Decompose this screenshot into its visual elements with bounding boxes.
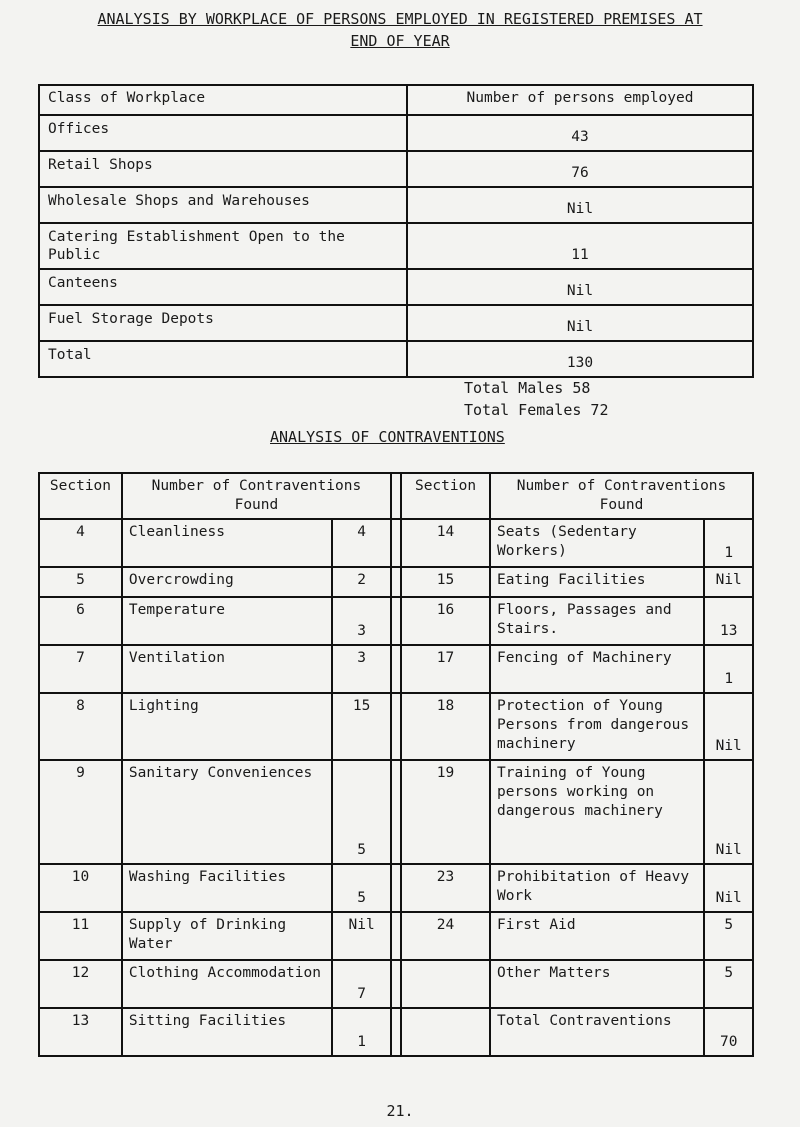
right-section-cell: 24: [401, 912, 490, 960]
table-row: [39, 187, 753, 223]
column-gap: [391, 912, 401, 960]
right-item-cell: Other Matters: [490, 960, 704, 1008]
page-title: ANALYSIS BY WORKPLACE OF PERSONS EMPLOYED IN REGISTERED PREMISES AT: [97, 10, 703, 28]
workplace-class-cell: Canteens: [39, 269, 407, 305]
left-section-cell: 4: [39, 519, 122, 567]
left-item-cell: Ventilation: [122, 645, 332, 693]
right-item-cell: Protection of Young Persons from dangerous machinery: [490, 693, 704, 760]
left-section-cell: 10: [39, 864, 122, 912]
table-row: [39, 223, 753, 269]
left-count-cell: 5: [332, 864, 391, 912]
right-item-cell: Floors, Passages and Stairs.: [490, 597, 704, 645]
workplace-count-cell: 130: [407, 341, 753, 377]
left-item-cell: Sanitary Conveniences: [122, 760, 332, 864]
left-count-cell: 15: [332, 693, 391, 760]
left-section-cell: 8: [39, 693, 122, 760]
left-section-cell: 12: [39, 960, 122, 1008]
table-row: [39, 1008, 753, 1056]
left-section-cell: 5: [39, 567, 122, 597]
contraventions-rows: [39, 519, 753, 1056]
workplace-class-cell: Retail Shops: [39, 151, 407, 187]
left-count-cell: 3: [332, 597, 391, 645]
workplace-class-cell: Wholesale Shops and Warehouses: [39, 187, 407, 223]
table-row: [39, 760, 753, 864]
left-section-cell: 9: [39, 760, 122, 864]
left-section-cell: 7: [39, 645, 122, 693]
workplace-header-row: [39, 85, 753, 115]
table-row: [39, 151, 753, 187]
right-section-cell: 14: [401, 519, 490, 567]
header-number-employed: Number of persons employed: [407, 85, 753, 115]
left-section-cell: 11: [39, 912, 122, 960]
workplace-count-cell: 11: [407, 223, 753, 269]
left-item-cell: Overcrowding: [122, 567, 332, 597]
page-subtitle: END OF YEAR: [350, 32, 450, 50]
right-section-cell: 23: [401, 864, 490, 912]
table-row: [39, 645, 753, 693]
left-item-cell: Washing Facilities: [122, 864, 332, 912]
total-females: Total Females 72: [464, 401, 609, 419]
table-row: [39, 864, 753, 912]
right-section-cell: 15: [401, 567, 490, 597]
header-section-left: Section: [39, 473, 122, 519]
table-row: [39, 269, 753, 305]
header-number-found-right: Number of Contraventions Found: [490, 473, 753, 519]
header-class-of-workplace: Class of Workplace: [39, 85, 407, 115]
right-item-cell: Total Contraventions: [490, 1008, 704, 1056]
header-section-right: Section: [401, 473, 490, 519]
contraventions-table: [38, 472, 754, 1057]
right-count-cell: 13: [704, 597, 753, 645]
workplace-count-cell: 76: [407, 151, 753, 187]
right-count-cell: Nil: [704, 693, 753, 760]
workplace-count-cell: Nil: [407, 305, 753, 341]
right-item-cell: First Aid: [490, 912, 704, 960]
table-row: [39, 912, 753, 960]
left-item-cell: Temperature: [122, 597, 332, 645]
left-item-cell: Clothing Accommodation: [122, 960, 332, 1008]
left-count-cell: Nil: [332, 912, 391, 960]
workplace-count-cell: Nil: [407, 269, 753, 305]
table-row: [39, 693, 753, 760]
right-count-cell: 70: [704, 1008, 753, 1056]
left-count-cell: 4: [332, 519, 391, 567]
header-number-found-left: Number of Contraventions Found: [122, 473, 391, 519]
column-gap: [391, 960, 401, 1008]
column-gap: [391, 760, 401, 864]
table-row: [39, 960, 753, 1008]
workplace-rows: [39, 115, 753, 377]
right-section-cell: 16: [401, 597, 490, 645]
right-count-cell: 1: [704, 645, 753, 693]
workplace-count-cell: 43: [407, 115, 753, 151]
right-count-cell: Nil: [704, 864, 753, 912]
workplace-class-cell: Catering Establishment Open to the Public: [39, 223, 407, 269]
column-gap: [391, 567, 401, 597]
contraventions-title: ANALYSIS OF CONTRAVENTIONS: [270, 428, 505, 446]
right-section-cell: [401, 960, 490, 1008]
workplace-class-cell: Offices: [39, 115, 407, 151]
right-count-cell: 5: [704, 912, 753, 960]
column-gap: [391, 864, 401, 912]
right-section-cell: 18: [401, 693, 490, 760]
right-section-cell: 17: [401, 645, 490, 693]
right-count-cell: 5: [704, 960, 753, 1008]
right-count-cell: 1: [704, 519, 753, 567]
left-item-cell: Cleanliness: [122, 519, 332, 567]
right-item-cell: Eating Facilities: [490, 567, 704, 597]
table-row: [39, 341, 753, 377]
right-item-cell: Seats (Sedentary Workers): [490, 519, 704, 567]
workplace-class-cell: Total: [39, 341, 407, 377]
right-section-cell: [401, 1008, 490, 1056]
table-row: [39, 597, 753, 645]
workplace-count-cell: Nil: [407, 187, 753, 223]
contraventions-header-row: [39, 473, 753, 519]
total-males: Total Males 58: [464, 379, 591, 397]
table-row: [39, 305, 753, 341]
column-gap: [391, 645, 401, 693]
left-count-cell: 3: [332, 645, 391, 693]
right-count-cell: Nil: [704, 760, 753, 864]
left-count-cell: 2: [332, 567, 391, 597]
column-gap: [391, 473, 401, 519]
left-count-cell: 1: [332, 1008, 391, 1056]
left-count-cell: 7: [332, 960, 391, 1008]
table-row: [39, 115, 753, 151]
table-row: [39, 567, 753, 597]
table-row: [39, 519, 753, 567]
workplace-class-cell: Fuel Storage Depots: [39, 305, 407, 341]
left-item-cell: Sitting Facilities: [122, 1008, 332, 1056]
workplace-table: [38, 84, 754, 378]
left-section-cell: 6: [39, 597, 122, 645]
column-gap: [391, 597, 401, 645]
right-count-cell: Nil: [704, 567, 753, 597]
column-gap: [391, 1008, 401, 1056]
right-item-cell: Training of Young persons working on dangerous machinery: [490, 760, 704, 864]
left-count-cell: 5: [332, 760, 391, 864]
column-gap: [391, 519, 401, 567]
right-section-cell: 19: [401, 760, 490, 864]
left-item-cell: Lighting: [122, 693, 332, 760]
column-gap: [391, 693, 401, 760]
page-number: 21.: [386, 1102, 414, 1120]
right-item-cell: Prohibitation of Heavy Work: [490, 864, 704, 912]
right-item-cell: Fencing of Machinery: [490, 645, 704, 693]
left-section-cell: 13: [39, 1008, 122, 1056]
left-item-cell: Supply of Drinking Water: [122, 912, 332, 960]
